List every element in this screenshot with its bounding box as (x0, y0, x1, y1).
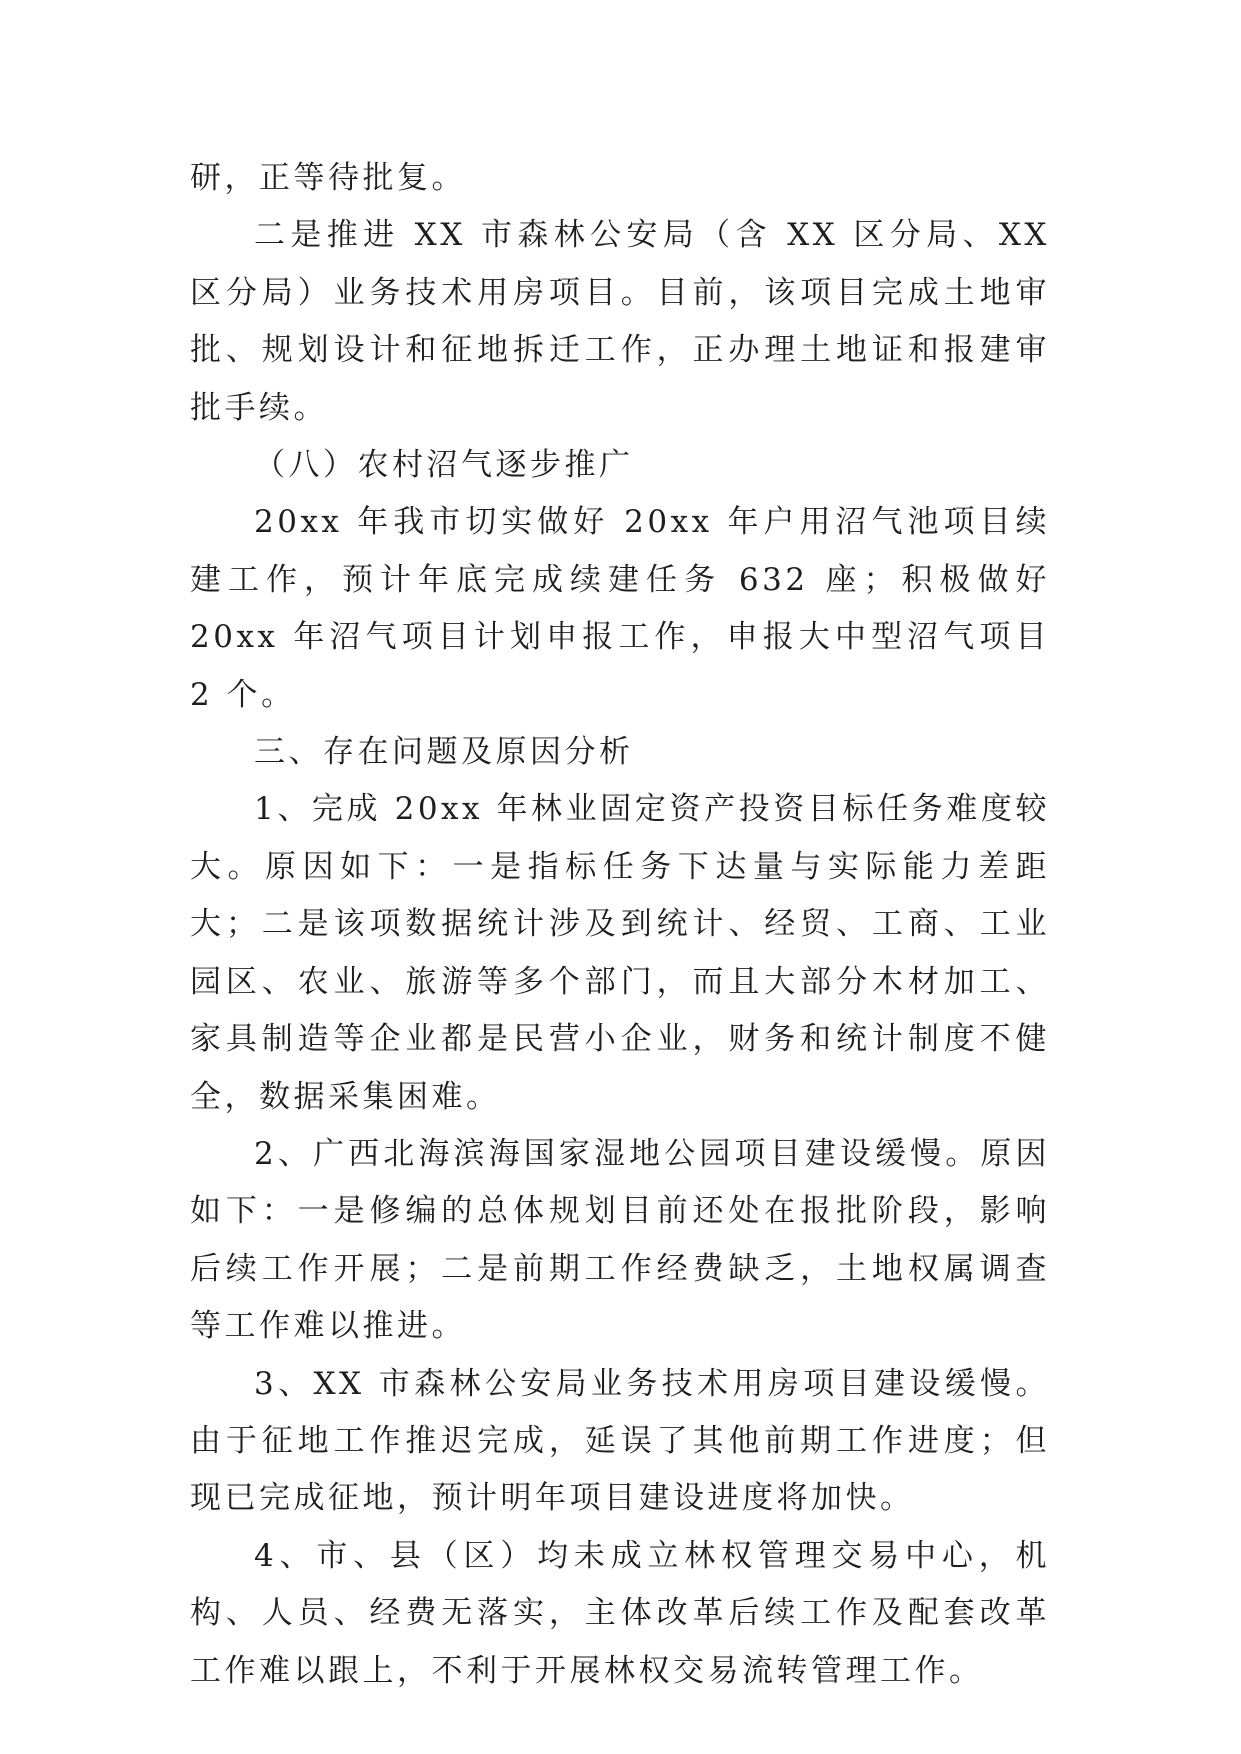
paragraph-biogas: 20xx 年我市切实做好 20xx 年户用沼气池项目续建工作，预计年底完成续建任务 632 座；积极做好 20xx 年沼气项目计划申报工作，申报大中型沼气项目 2 个。 (190, 504, 1050, 713)
section-heading-problems: 三、存在问题及原因分析 (254, 734, 634, 771)
paragraph-continuation: 研，正等待批复。 (190, 160, 466, 196)
paragraph-police-building-project: 二是推进 XX 市森林公安局（含 XX 区分局、XX 区分局）业务技术用房项目。目前，该项目完成土地审批、规划设计和征地拆迁工作，正办理土地证和报建审批手续。 (190, 217, 1050, 426)
document-body (190, 150, 1050, 1700)
paragraph-problem-1: 1、完成 20xx 年林业固定资产投资目标任务难度较大。原因如下：一是指标任务下达量与实际能力差距大；二是该项数据统计涉及到统计、经贸、工商、工业园区、农业、旅游等多个部门，而且大部分木材加工、家具制造等企业都是民营小企业，财务和统计制度不健全，数据采集困难。 (190, 791, 1050, 1115)
section-heading-biogas: （八）农村沼气逐步推广 (254, 447, 634, 484)
paragraph-problem-2: 2、广西北海滨海国家湿地公园项目建设缓慢。原因如下：一是修编的总体规划目前还处在报批阶段，影响后续工作开展；二是前期工作经费缺乏，土地权属调查等工作难以推进。 (190, 1135, 1050, 1345)
paragraph-problem-3: 3、XX 市森林公安局业务技术用房项目建设缓慢。由于征地工作推迟完成，延误了其他前期工作进度；但现已完成征地，预计明年项目建设进度将加快。 (190, 1365, 1050, 1517)
paragraph-problem-4: 4、市、县（区）均未成立林权管理交易中心，机构、人员、经费无落实，主体改革后续工作及配套改革工作难以跟上，不利于开展林权交易流转管理工作。 (190, 1537, 1050, 1689)
